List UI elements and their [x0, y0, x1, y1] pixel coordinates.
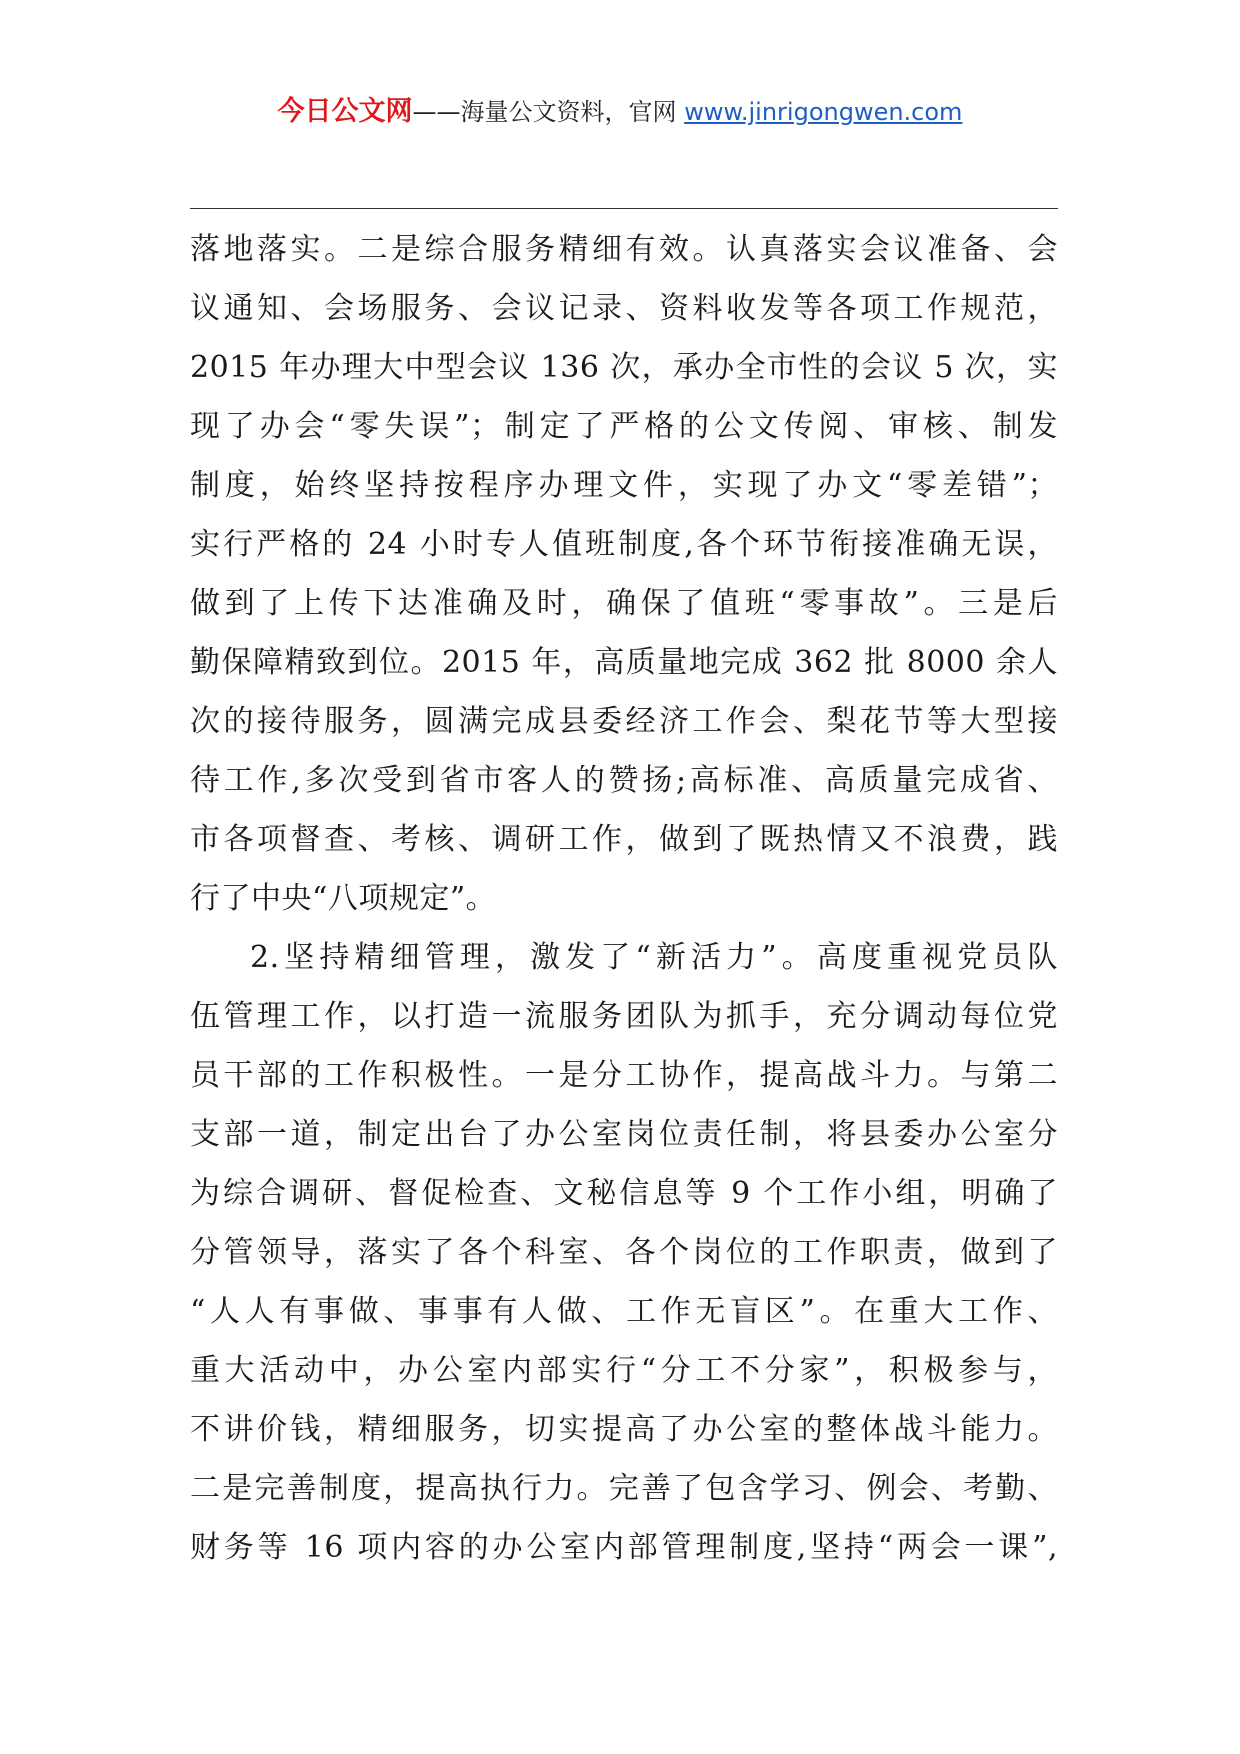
text-line: 员干部的工作积极性。一是分工协作，提高战斗力。与第二 — [190, 1058, 1058, 1093]
text-line: 分管领导，落实了各个科室、各个岗位的工作职责，做到了 — [190, 1235, 1058, 1270]
header-tagline: ——海量公文资料，官网 — [412, 98, 685, 126]
text-line: 重大活动中，办公室内部实行“分工不分家”，积极参与， — [190, 1353, 1058, 1388]
text-line: 二是完善制度，提高执行力。完善了包含学习、例会、考勤、 — [190, 1471, 1058, 1506]
text-line: 次的接待服务，圆满完成县委经济工作会、梨花节等大型接 — [190, 704, 1058, 739]
text-line: 做到了上传下达准确及时，确保了值班“零事故”。三是后 — [190, 586, 1058, 621]
text-line: 制度，始终坚持按程序办理文件，实现了办文“零差错”； — [190, 468, 1058, 503]
brand-name: 今日公文网 — [277, 96, 413, 127]
text-line: 市各项督查、考核、调研工作，做到了既热情又不浪费，践 — [190, 822, 1058, 857]
paragraph-end-line: 行了中央“八项规定”。 — [190, 881, 497, 916]
text-line: 勤保障精致到位。2015 年，高质量地完成 362 批 8000 余人 — [190, 645, 1058, 680]
text-line: 支部一道，制定出台了办公室岗位责任制，将县委办公室分 — [190, 1117, 1058, 1152]
text-line: 不讲价钱，精细服务，切实提高了办公室的整体战斗能力。 — [190, 1412, 1058, 1447]
document-body — [190, 220, 1058, 1577]
text-line: 议通知、会场服务、会议记录、资料收发等各项工作规范， — [190, 291, 1058, 326]
text-line: 落地落实。二是综合服务精细有效。认真落实会议准备、会 — [190, 232, 1058, 267]
page-header — [0, 92, 1240, 132]
text-line: “人人有事做、事事有人做、工作无盲区”。在重大工作、 — [190, 1294, 1058, 1329]
website-link[interactable]: www.jinrigongwen.com — [684, 98, 963, 126]
text-line: 财务等 16 项内容的办公室内部管理制度,坚持“两会一课”, — [190, 1530, 1058, 1565]
text-line: 待工作,多次受到省市客人的赞扬;高标准、高质量完成省、 — [190, 763, 1058, 798]
text-line: 伍管理工作，以打造一流服务团队为抓手，充分调动每位党 — [190, 999, 1058, 1034]
text-line: 2015 年办理大中型会议 136 次，承办全市性的会议 5 次，实 — [190, 350, 1058, 385]
header-divider — [190, 208, 1058, 209]
text-line: 为综合调研、督促检查、文秘信息等 9 个工作小组，明确了 — [190, 1176, 1058, 1211]
text-line: 现了办会“零失误”；制定了严格的公文传阅、审核、制发 — [190, 409, 1058, 444]
text-line: 实行严格的 24 小时专人值班制度,各个环节衔接准确无误， — [190, 527, 1058, 562]
paragraph-start-line: 2.坚持精细管理，激发了“新活力”。高度重视党员队 — [250, 940, 1058, 975]
